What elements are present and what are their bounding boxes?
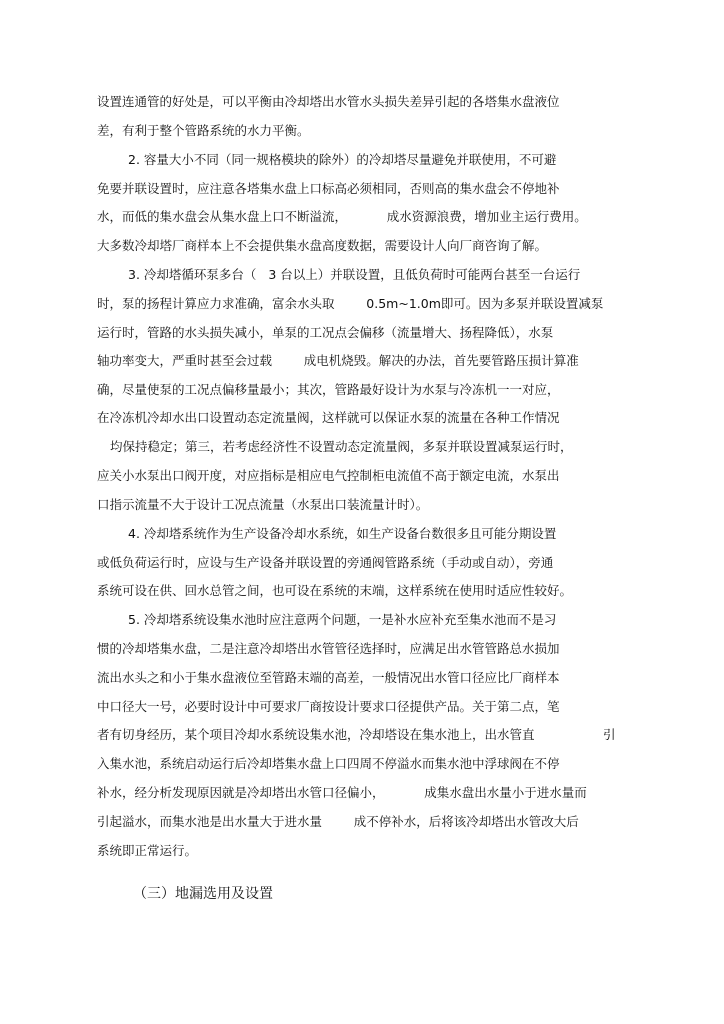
text-line: 中口径大一号，必要时设计中可要求厂商按设计要求口径提供产品。关于第二点，笔 [97,699,560,714]
text-line: 确，尽量使泵的工况点偏移量最小；其次，管路最好设计为水泵与冷冻机一一对应， [97,382,560,397]
text-line: 均保持稳定；第三，若考虑经济性不设置动态定流量阀，多泵并联设置减泵运行时， [110,439,573,454]
text-line: 口指示流量不大于设计工况点流量（水泵出口装流量计时）。 [97,497,429,512]
text-line: 差，有利于整个管路系统的水力平衡。 [97,123,310,138]
text-line: 引起溢水，而集水池是出水量大于进水量 成不停补水，后将该冷却塔出水管改大后 [97,814,579,829]
text-line: 入集水池，系统启动运行后冷却塔集水盘上口四周不停溢水而集水池中浮球阀在不停 [97,756,560,771]
text-line: 引 [603,727,616,742]
text-line: 4. 冷却塔系统作为生产设备冷却水系统，如生产设备台数很多且可能分期设置 [128,526,557,541]
section-heading: （三）地漏选用及设置 [133,886,273,902]
text-line: 系统即正常运行。 [97,843,198,858]
text-line: 轴功率变大，严重时甚至会过载 成电机烧毁。解决的办法，首先要管路压损计算准 [97,353,579,368]
text-line: 或低负荷运行时，应设与生产设备并联设置的旁通阀管路系统（手动或自动），旁通 [97,555,554,570]
text-line: 免要并联设置时，应注意各塔集水盘上口标高必须相同，否则高的集水盘会不停地补 [97,181,560,196]
text-line: 在冷冻机冷却水出口设置动态定流量阀，这样就可以保证水泵的流量在各种工作情况 [97,410,560,425]
text-line: 5. 冷却塔系统设集水池时应注意两个问题，一是补水应补充至集水池而不是习 [128,612,557,627]
text-line: 流出水头之和小于集水盘液位至管路末端的高差，一般情况出水管口径应比厂商样本 [97,670,560,685]
text-line: 应关小水泵出口阀开度，对应指标是相应电气控制柜电流值不高于额定电流，水泵出 [97,468,560,483]
text-line: 补水，经分析发现原因就是冷却塔出水管口径偏小， 成集水盘出水量小于进水量而 [97,785,587,800]
text-line: 惯的冷却塔集水盘，二是注意冷却塔出水管管径选择时，应满足出水管管路总水损加 [97,641,560,656]
text-line: 水，而低的集水盘会从集水盘上口不断溢流， 成水资源浪费，增加业主运行费用。 [97,209,587,224]
text-line: 时，泵的扬程计算应力求准确，富余水头取 0.5m~1.0m即可。因为多泵并联设置减泵 [97,296,604,311]
text-line: 大多数冷却塔厂商样本上不会提供集水盘高度数据，需要设计人向厂商咨询了解。 [97,238,548,253]
text-line: 系统可设在供、回水总管之间，也可设在系统的末端，这样系统在使用时适应性较好。 [97,583,573,598]
text-line: 者有切身经历，某个项目冷却水系统设集水池，冷却塔设在集水池上，出水管直 [97,727,535,742]
text-line: 2. 容量大小不同（同一规格模块的除外）的冷却塔尽量避免并联使用，不可避 [128,152,557,167]
text-line: 设置连通管的好处是，可以平衡由冷却塔出水管水头损失差异引起的各塔集水盘液位 [97,94,560,109]
text-line: 运行时，管路的水头损失减小，单泵的工况点会偏移（流量增大、扬程降低），水泵 [97,325,554,340]
text-line: 3. 冷却塔循环泵多台（ 3 台以上）并联设置，且低负荷时可能两台甚至一台运行 [128,267,581,282]
